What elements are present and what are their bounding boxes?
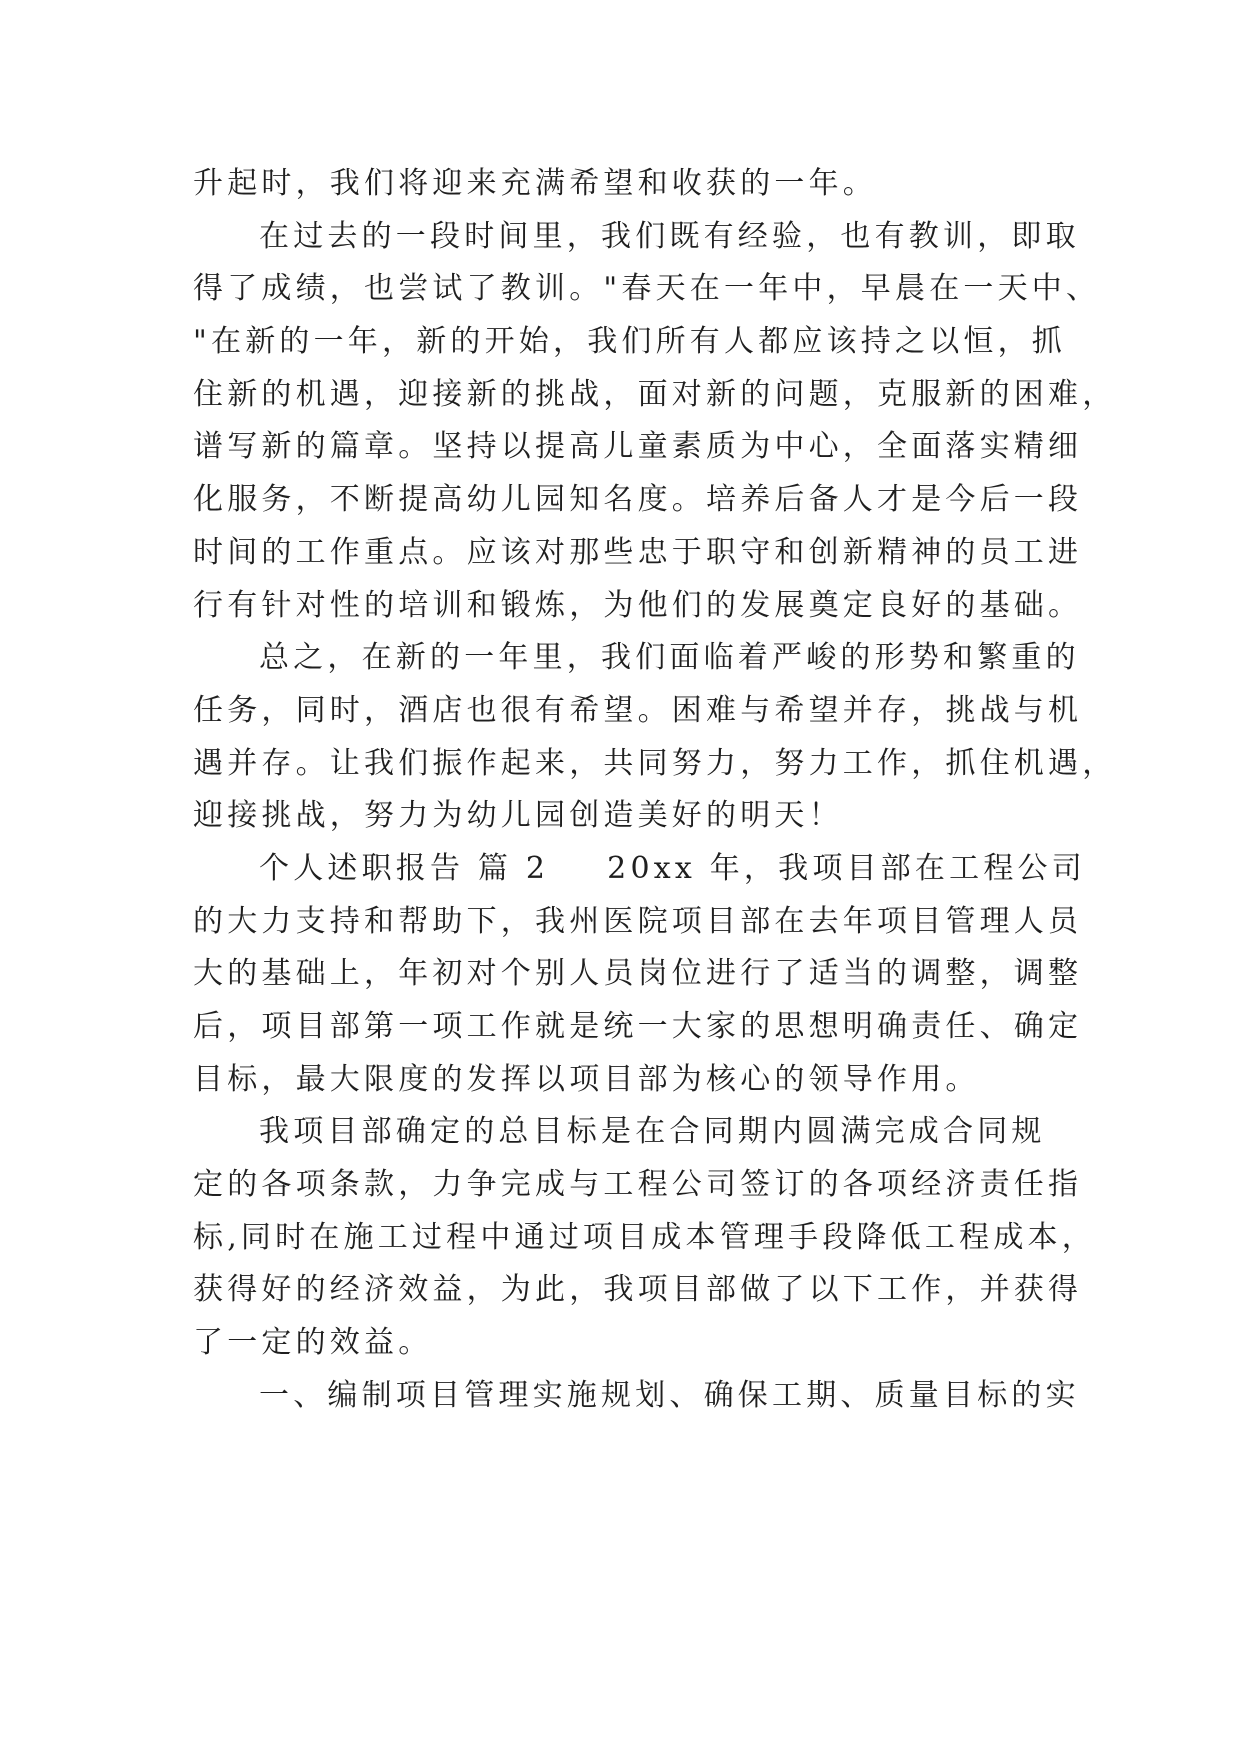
text-line: 住新的机遇，迎接新的挑战，面对新的问题，克服新的困难， (193, 376, 1117, 412)
document-body (193, 158, 1117, 1423)
text-line: 升起时，我们将迎来充满希望和收获的一年。 (193, 166, 877, 201)
text-line: 标,同时在施工过程中通过项目成本管理手段降低工程成本， (193, 1219, 1096, 1255)
paragraph-start-line: 我项目部确定的总目标是在合同期内圆满完成合同规 (259, 1114, 1046, 1150)
text-line: 后，项目部第一项工作就是统一大家的思想明确责任、确定 (193, 1009, 1083, 1044)
text-line: "在新的一年，新的开始，我们所有人都应该持之以恒，抓 (193, 324, 1066, 360)
text-line: 目标，最大限度的发挥以项目部为核心的领导作用。 (193, 1061, 980, 1097)
text-line: 时间的工作重点。应该对那些忠于职守和创新精神的员工进 (193, 534, 1083, 570)
text-line: 大的基础上，年初对个别人员岗位进行了适当的调整，调整 (193, 956, 1083, 992)
text-line: 定的各项条款，力争完成与工程公司签订的各项经济责任指 (193, 1167, 1083, 1203)
text-line: 的大力支持和帮助下，我州医院项目部在去年项目管理人员 (193, 903, 1083, 939)
paragraph-start-line: 总之，在新的一年里，我们面临着严峻的形势和繁重的 (259, 640, 1080, 676)
text-line: 行有针对性的培训和锻炼，为他们的发展奠定良好的基础。 (193, 587, 1083, 623)
paragraph-start-line: 一、编制项目管理实施规划、确保工期、质量目标的实 (259, 1377, 1080, 1413)
text-line: 遇并存。让我们振作起来，共同努力，努力工作，抓住机遇， (193, 745, 1117, 781)
text-line: 化服务，不断提高幼儿园知名度。培养后备人才是今后一段 (193, 482, 1083, 518)
text-line: 获得好的经济效益，为此，我项目部做了以下工作，并获得 (193, 1272, 1083, 1308)
section-heading-line (193, 843, 1086, 896)
text-line: 谱写新的篇章。坚持以提高儿童素质为中心，全面落实精细 (193, 429, 1083, 465)
text-line: 了一定的效益。 (193, 1325, 433, 1361)
section-first-sentence: 20xx 年，我项目部在工程公司 (607, 850, 1086, 886)
text-line: 任务，同时，酒店也很有希望。困难与希望并存，挑战与机 (193, 692, 1083, 728)
text-line: 得了成绩，也尝试了教训。"春天在一年中，早晨在一天中、 (193, 271, 1101, 307)
text-line: 迎接挑战，努力为幼儿园创造美好的明天！ (193, 798, 843, 834)
section-heading: 个人述职报告 篇 2 (259, 850, 550, 886)
paragraph-start-line: 在过去的一段时间里，我们既有经验，也有教训，即取 (259, 218, 1080, 254)
